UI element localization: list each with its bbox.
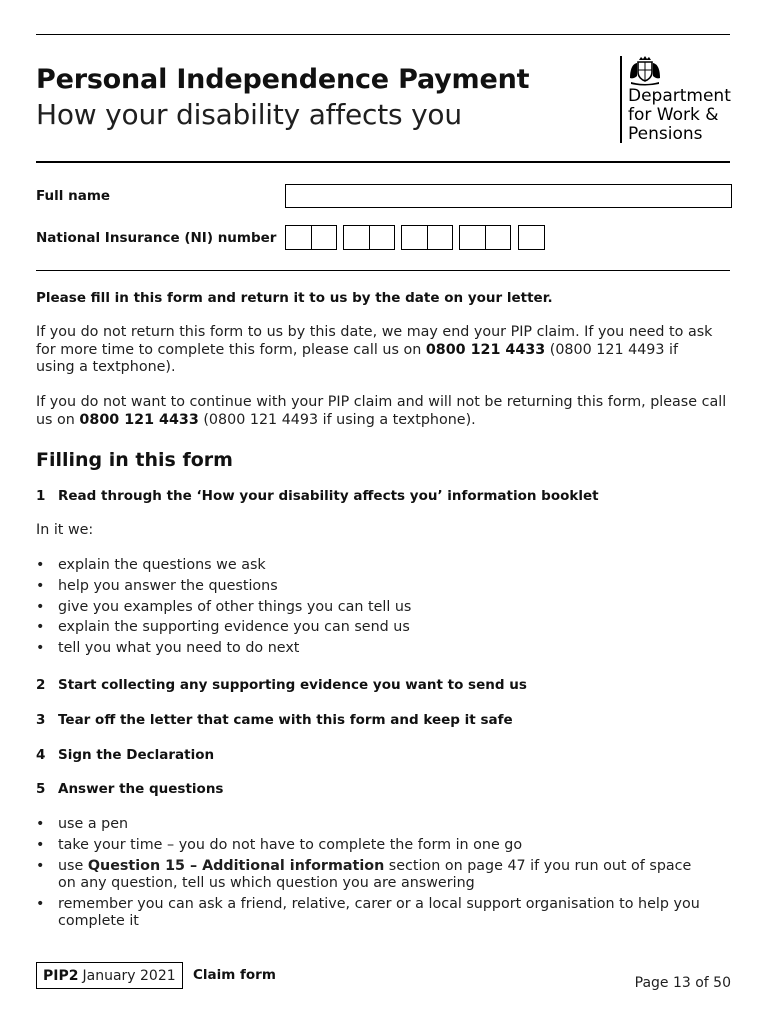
list-item-text: use [58, 857, 88, 874]
step-4 [36, 747, 214, 763]
ni-digit-box[interactable] [344, 226, 369, 249]
list-item-text: section on page 47 if you run out of space on any question, tell us which question you are answering [58, 857, 692, 892]
list-item: • tell you what you need to do next [36, 640, 730, 658]
list-item: • give you examples of other things you can tell us [36, 599, 730, 617]
step-number: 5 [36, 781, 46, 797]
return-instruction: Please fill in this form and return it to us by the date on your letter. [36, 290, 553, 306]
paragraph-text: If you do not want to continue with your PIP claim and will not be returning this form, please call us on [36, 394, 727, 428]
full-name-field[interactable] [285, 184, 732, 208]
step-text: Sign the Declaration [58, 747, 215, 763]
ni-number-suffix[interactable] [518, 225, 545, 250]
dwp-logo [620, 56, 732, 146]
list-item: • explain the supporting evidence you can send us [36, 619, 730, 637]
form-code: PIP2 [43, 967, 79, 984]
step-5 [36, 781, 223, 797]
return-deadline-paragraph [36, 324, 716, 377]
ni-digit-box[interactable] [402, 226, 427, 249]
list-item: • explain the questions we ask [36, 557, 730, 575]
department-line: for Work & [628, 105, 719, 125]
form-date: January 2021 [82, 967, 176, 984]
ni-number-label: National Insurance (NI) number [36, 230, 277, 246]
ni-number-pair-3[interactable] [401, 225, 453, 250]
step-text: Start collecting any supporting evidence you want to send us [58, 677, 527, 693]
form-code-box [36, 962, 183, 989]
department-line: Department [628, 86, 731, 106]
header-divider [36, 161, 730, 163]
ni-number-pair-2[interactable] [343, 225, 395, 250]
logo-bar [620, 56, 622, 143]
list-item [36, 858, 708, 893]
ni-digit-box[interactable] [311, 226, 336, 249]
department-line: Pensions [628, 124, 703, 144]
list-item: • use a pen [36, 816, 708, 834]
step-number: 4 [36, 747, 46, 763]
list-item: • help you answer the questions [36, 578, 730, 596]
step-3 [36, 712, 513, 728]
department-name [628, 87, 731, 144]
step-number: 1 [36, 488, 46, 504]
step-2 [36, 677, 527, 693]
list-item: • remember you can ask a friend, relative, carer or a local support organisation to help you complete it [36, 896, 708, 931]
ni-digit-box[interactable] [460, 226, 485, 249]
form-type: Claim form [193, 967, 276, 983]
paragraph-text: (0800 121 4493 if using a textphone). [36, 341, 679, 375]
list-item: • take your time – you do not have to complete the form in one go [36, 837, 708, 855]
paragraph-text: If you do not return this form to us by this date, we may end your PIP claim. If you need to ask for more time to complete this form, please call us on [36, 324, 713, 358]
paragraph-text: (0800 121 4493 if using a textphone). [198, 411, 476, 428]
phone-number: 0800 121 4433 [425, 341, 546, 358]
top-divider [36, 34, 730, 35]
step-text: Read through the ‘How your disability affects you’ information booklet [58, 488, 599, 504]
ni-digit-box[interactable] [427, 226, 452, 249]
ni-number-pair-4[interactable] [459, 225, 511, 250]
step-text: Answer the questions [58, 781, 224, 797]
answer-bullet-list [36, 816, 708, 931]
page-number: Page 13 of 50 [634, 975, 731, 991]
page-subtitle: How your disability affects you [36, 98, 462, 131]
booklet-bullet-list [36, 557, 730, 658]
ni-digit-box[interactable] [369, 226, 394, 249]
ni-number-pair-1[interactable] [285, 225, 337, 250]
page-title: Personal Independence Payment [36, 64, 530, 95]
in-it-we-text: In it we: [36, 522, 94, 538]
step-1 [36, 488, 599, 504]
phone-number: 0800 121 4433 [79, 411, 199, 428]
step-number: 3 [36, 712, 46, 728]
royal-coat-of-arms-icon [628, 56, 662, 86]
section-heading: Filling in this form [36, 449, 233, 471]
full-name-label: Full name [36, 188, 111, 204]
ni-digit-box[interactable] [485, 226, 510, 249]
withdraw-claim-paragraph [36, 394, 728, 429]
question-reference: Question 15 – Additional information [87, 857, 385, 874]
ni-digit-box[interactable] [519, 226, 544, 249]
fields-divider [36, 270, 730, 271]
step-text: Tear off the letter that came with this form and keep it safe [58, 712, 513, 728]
ni-digit-box[interactable] [286, 226, 311, 249]
step-number: 2 [36, 677, 46, 693]
